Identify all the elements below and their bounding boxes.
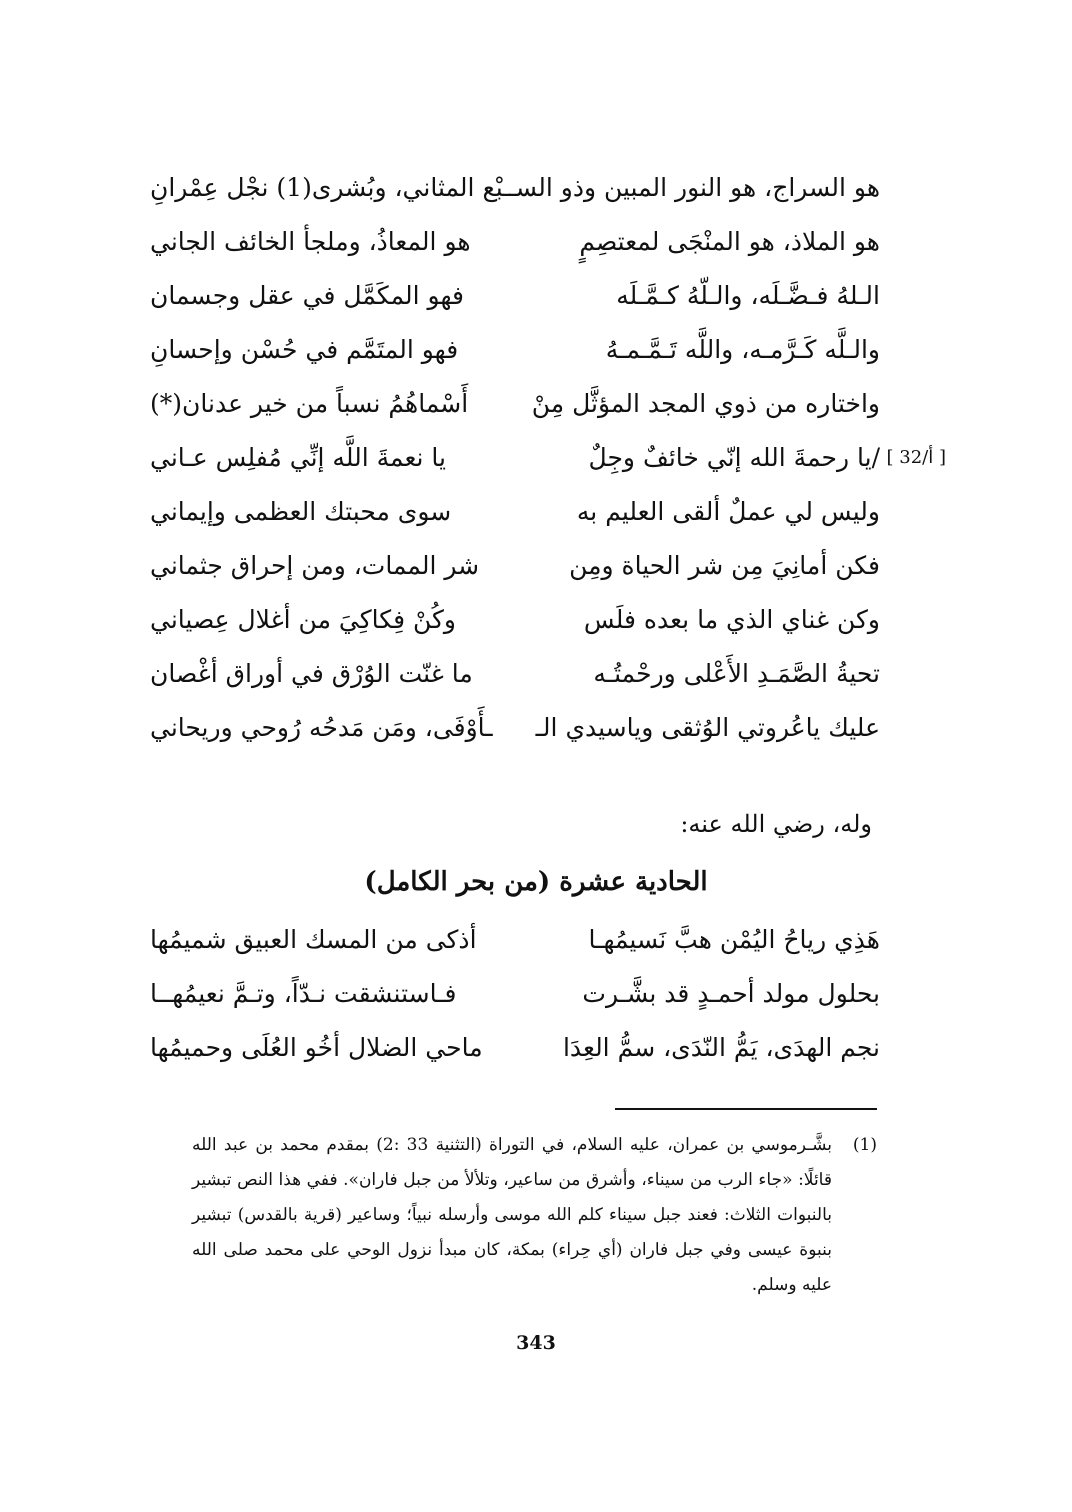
verse-line	[150, 708, 880, 762]
verse-line	[150, 330, 880, 384]
footnote-separator	[615, 1108, 877, 1110]
verse-first-hemistich: هَذِي رياحُ اليُمْن هبَّ نَسيمُهـا	[588, 925, 880, 954]
poem-intro-line: وله، رضي الله عنه:	[680, 810, 872, 838]
verse-first-hemistich: نجم الهدَى، يَمُّ النّدَى، سمُّ العِدَا	[562, 1033, 880, 1062]
footnote	[192, 1128, 877, 1303]
verse-second-hemistich: ـبْع المثاني، وبُشرى(1) نجْل عِمْرانِ	[150, 173, 511, 202]
verse-first-hemistich: الـلهُ فـضَّـلَه، والـلّهُ كـمَّـلَه	[616, 281, 880, 310]
verse-second-hemistich: ما غنّت الوُرْق في أوراق أغْصان	[150, 659, 473, 688]
poem-section-title: الحادية عشرة (من بحر الكامل)	[364, 867, 708, 897]
footnote-number: (1)	[852, 1135, 877, 1155]
verse-first-hemistich: بحلول مولد أحمـدٍ قد بشَّـرت	[582, 979, 880, 1008]
verse-first-hemistich: واختاره من ذوي المجد المؤثَّل مِنْ	[531, 389, 880, 418]
verse-line	[150, 546, 880, 600]
verse-line	[150, 920, 880, 974]
verse-line	[150, 1028, 880, 1082]
verse-second-hemistich: فـاستنشقت نـدّاً، وتـمَّ نعيمُهــا	[150, 979, 457, 1008]
verse-second-hemistich: هو المعاذُ، وملجأ الخائف الجاني	[150, 227, 471, 256]
verse-second-hemistich: فهو المتَمَّم في حُسْن وإحسانِ	[150, 335, 459, 364]
verse-first-hemistich: وكن غناي الذي ما بعده فلَس	[583, 605, 880, 634]
footnote-text: بشَّـرموسي بن عمران، عليه السلام، في التوراة (التثنية 33 :2) بمقدم محمد بن عبد الله قائلًا: «جاء الرب من سيناء، وأشرق من ساعير، وتلألأ من جبل فاران». ففي هذا النص تبشير بالنبوات الثلاث: فعند جبل سيناء كلم الله موسى وأرسله نبياً؛ وساعير (قرية بالقدس) تبشير بنبوة عيسى وفي جبل فاران (أي حِراء) بمكة، كان مبدأ نزول الوحي على محمد صلى الله عليه وسلم.	[192, 1135, 832, 1295]
poem-block-1	[150, 168, 946, 762]
verse-second-hemistich: فهو المكَمَّل في عقل وجسمان	[150, 281, 464, 310]
verse-second-hemistich: ـأَوْفَى، ومَن مَدحُه رُوحي وريحاني	[150, 713, 493, 742]
verse-first-hemistich: /يا رحمةَ الله إنّي خائفٌ وجِلٌ	[588, 443, 880, 472]
verse-first-hemistich: وليس لي عملٌ ألقى العليم به	[576, 497, 880, 526]
verse-second-hemistich: وكُنْ فِكاكِيَ من أغلال عِصياني	[150, 605, 456, 634]
verse-second-hemistich: أَسْماهُمُ نسباً من خير عدنان(*)	[150, 389, 469, 418]
manuscript-folio-marker: [ 32/أ ]	[886, 447, 946, 468]
verse-line	[150, 384, 880, 438]
verse-line	[150, 974, 880, 1028]
verse-line	[150, 222, 880, 276]
poem-block-2	[150, 920, 880, 1082]
verse-line	[150, 168, 880, 222]
verse-line	[150, 438, 946, 492]
verse-second-hemistich: أذكى من المسك العبيق شميمُها	[150, 925, 477, 954]
verse-line	[150, 492, 880, 546]
verse-second-hemistich: شر الممات، ومن إحراق جثماني	[150, 551, 480, 580]
verse-first-hemistich: فكن أمانِيَ مِن شر الحياة ومِن	[569, 551, 880, 580]
verse-first-hemistich: عليك ياعُروتي الوُثقى وياسيدي الـ	[535, 713, 880, 742]
verse-first-hemistich: هو السراج، هو النور المبين وذو السـ	[508, 173, 880, 202]
verse-line	[150, 276, 880, 330]
verse-line	[150, 600, 880, 654]
page-number: 343	[516, 1332, 556, 1354]
verse-first-hemistich: والـلَّه كَـرَّمـه، واللَّه تَـمَّـمـهُ	[605, 335, 880, 364]
verse-second-hemistich: ماحي الضلال أخُو العُلَى وحميمُها	[150, 1033, 483, 1062]
verse-first-hemistich: هو الملاذ، هو المنْجَى لمعتصِمٍ	[579, 227, 880, 256]
verse-line	[150, 654, 880, 708]
verse-second-hemistich: يا نعمةَ اللَّه إنِّي مُفلِس عـاني	[150, 443, 447, 472]
verse-first-hemistich: تحيةُ الصَّمَـدِ الأَعْلى ورحْمتُـه	[593, 659, 880, 688]
verse-second-hemistich: سوى محبتك العظمى وإيماني	[150, 497, 452, 526]
